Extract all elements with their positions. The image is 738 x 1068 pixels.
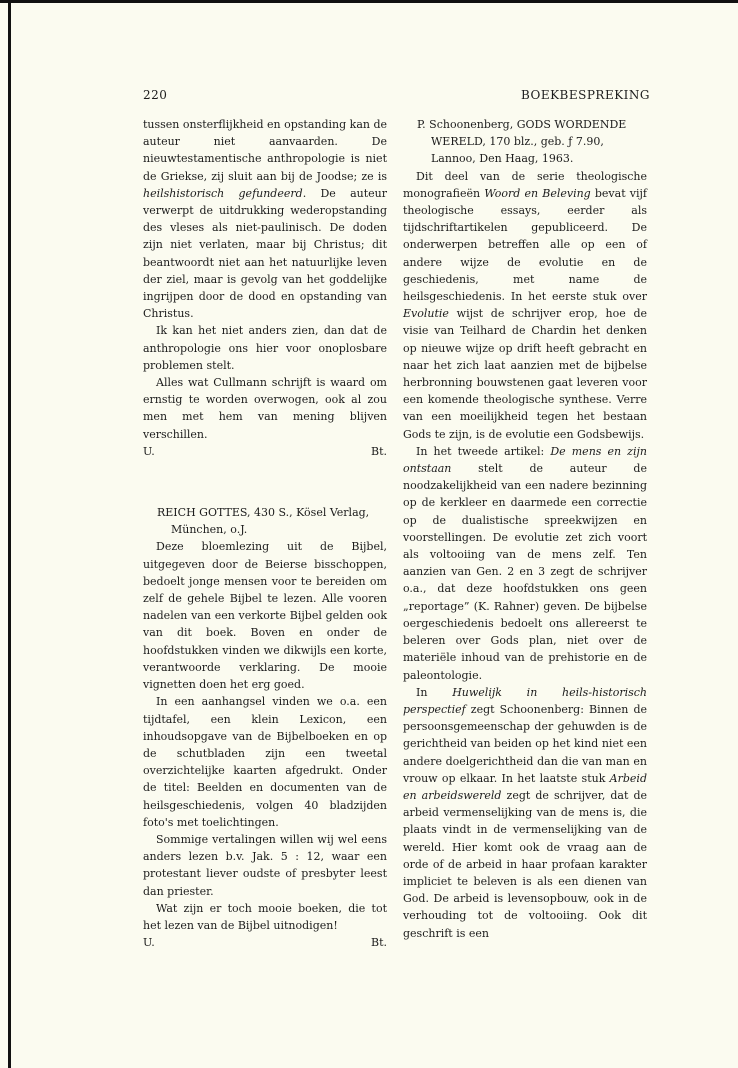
page-header xyxy=(143,88,650,108)
section-gap xyxy=(143,460,387,504)
review2-paragraph-2: In een aanhangsel vinden we o.a. een tijdtafel, een klein Lexicon, een inhoudsopgave van de Bijbelboeken en op de schutbladen zijn een tweetal overzichtelijke kaarten afgedrukt. Onder de titel: Beelden en documenten van de heilsgeschiedenis, volgen 40 bladzijden foto's met toelichtingen. xyxy=(143,695,387,829)
review1-sig-initial: U. xyxy=(143,444,155,458)
review2-paragraph-3: Sommige vertalingen willen wij wel eens anders lezen b.v. Jak. 5 : 12, waar een protestant liever oudste of presbyter leest dan priester. xyxy=(143,832,387,898)
text-run: stelt de auteur de noodzakelijkheid van een nadere bezinning op de kerkleer en daarmede een correctie op de dualistische spreekwijzen en voorstellingen. De evolutie zet zich voort als voltooiing van de mens zelf. Ten aanzien van Gen. 2 en 3 zegt de schrijver o.a., dat deze hoofdstukken ons geen „reportage” (K. Rahner) geven. De bijbelse oergeschiedenis bedoelt ons allereerst te beleren over Gods plan, niet over de materiële inhoud van de prehistorie en de paleontologie. xyxy=(403,462,647,682)
review2-paragraph-1: Deze bloemlezing uit de Bijbel, uitgegeven door de Beierse bisschoppen, bedoelt jonge mensen voor te bereiden om zelf de gehele Bijbel te lezen. Alle vooren nadelen van een verkorte Bijbel gelden ook van dit boek. Boven en onder de hoofdstukken vinden we dikwijls een korte, verantwoorde verklaring. De mooie vignetten doen het erg goed. xyxy=(143,540,387,692)
top-border-rule xyxy=(0,0,738,3)
text-run: zegt de schrijver, dat de arbeid vermenselijking van de mens is, die plaats vindt in de vermenselijking van de wereld. Hier komt ook de vraag aan de orde of de arbeid in haar profaan karakter impliciet te beleven is als een dienen van God. De arbeid is levensopbouw, ook in de verhouding tot de voltooiing. Ook dit geschrift is een xyxy=(403,788,647,940)
italic-title-run: Woord en Beleving xyxy=(484,186,591,200)
italic-title-run: heilshistorisch gefundeerd xyxy=(143,186,303,200)
review2-sig-initial: U. xyxy=(143,936,155,950)
text-run: In het tweede artikel: xyxy=(416,444,551,458)
review3-paragraph-3 xyxy=(403,684,647,942)
italic-title-run: De mens en zijn ontstaan xyxy=(403,444,647,476)
review1-paragraph-2: Ik kan het niet anders zien, dan dat de anthropologie ons hier voor onoplosbare problemen stelt. xyxy=(143,324,387,372)
review1-sig-abbrev: Bt. xyxy=(370,444,387,458)
text-run: zegt Schoonenberg: Binnen de persoonsgemeenschap der gehuwden is de gerichtheid van beiden op het kind niet een andere doelgerichtheid dan die van man en vrouw op elkaar. In het laatste stuk xyxy=(403,702,647,785)
italic-title-run: Evolutie xyxy=(403,307,449,321)
review2-paragraph-4: Wat zijn er toch mooie boeken, die tot het lezen van de Bijbel uitnodigen! xyxy=(143,901,387,932)
italic-title-run: Arbeid en arbeidswereld xyxy=(403,771,647,802)
review1-signature xyxy=(143,443,387,460)
review1-paragraph-3: Alles wat Cullmann schrijft is waard om ernstig te worden overwogen, ook al zou men met hem van mening blijven verschillen. xyxy=(143,376,387,441)
left-column xyxy=(143,116,387,951)
right-column xyxy=(403,116,647,942)
text-run: tussen onsterflijkheid en opstanding kan de auteur niet aanvaarden. De nieuwtestamentische anthropologie is niet de Griekse, zij sluit aan bij de Joodse; ze is xyxy=(143,118,388,183)
text-run: wijst de schrijver erop, hoe de visie van Teilhard de Chardin het denken op nieuwe wijze op drift heeft gebracht en naar het zich laat aanzien met de bijbelse herbronning bouwstenen gaat leveren voor een komende theologische synthese. Verre van een moeilijkheid tegen het bestaan Gods te zijn, is de evolutie een Godsbewijs. xyxy=(403,307,647,441)
text-run: . De auteur verwerpt de uitdrukking wederopstanding des vleses als niet-paulinisch. De doden zijn niet verlaten, maar bij Christus; dit beantwoordt niet aan het natuurlijke leven der ziel, maar is gevolg van het goddelijke ingrijpen door de dood en opstanding van Christus. xyxy=(143,186,388,321)
page-number: 220 xyxy=(143,88,168,102)
text-run: bevat vijf theologische essays, eerder als tijdschriftartikelen gepubliceerd. De onderwerpen betreffen alle op een of andere wijze de evolutie en de geschiedenis, met name de heilsgeschiedenis. In het eerste stuk over xyxy=(403,186,647,304)
review3-bibliographic-entry: P. Schoonenberg, GODS WORDENDE WERELD, 170 blz., geb. ƒ 7.90, Lannoo, Den Haag, 1963. xyxy=(417,118,627,166)
italic-title-run: Huwelijk in heils-historisch perspectief xyxy=(403,685,647,716)
review2-sig-abbrev: Bt. xyxy=(370,936,387,950)
text-run: Dit deel van de serie theologische monografieën xyxy=(403,169,647,200)
review3-paragraph-1 xyxy=(403,168,647,443)
left-border-rule xyxy=(8,0,11,1068)
review2-signature xyxy=(143,934,387,951)
review2-bibliographic-entry: REICH GOTTES, 430 S., Kösel Verlag, München, o.J. xyxy=(157,506,370,537)
review3-paragraph-2 xyxy=(403,443,647,684)
running-head: BOEKBESPREKING xyxy=(520,88,650,102)
text-run: In xyxy=(416,685,453,699)
review1-continued-paragraph xyxy=(143,116,387,322)
